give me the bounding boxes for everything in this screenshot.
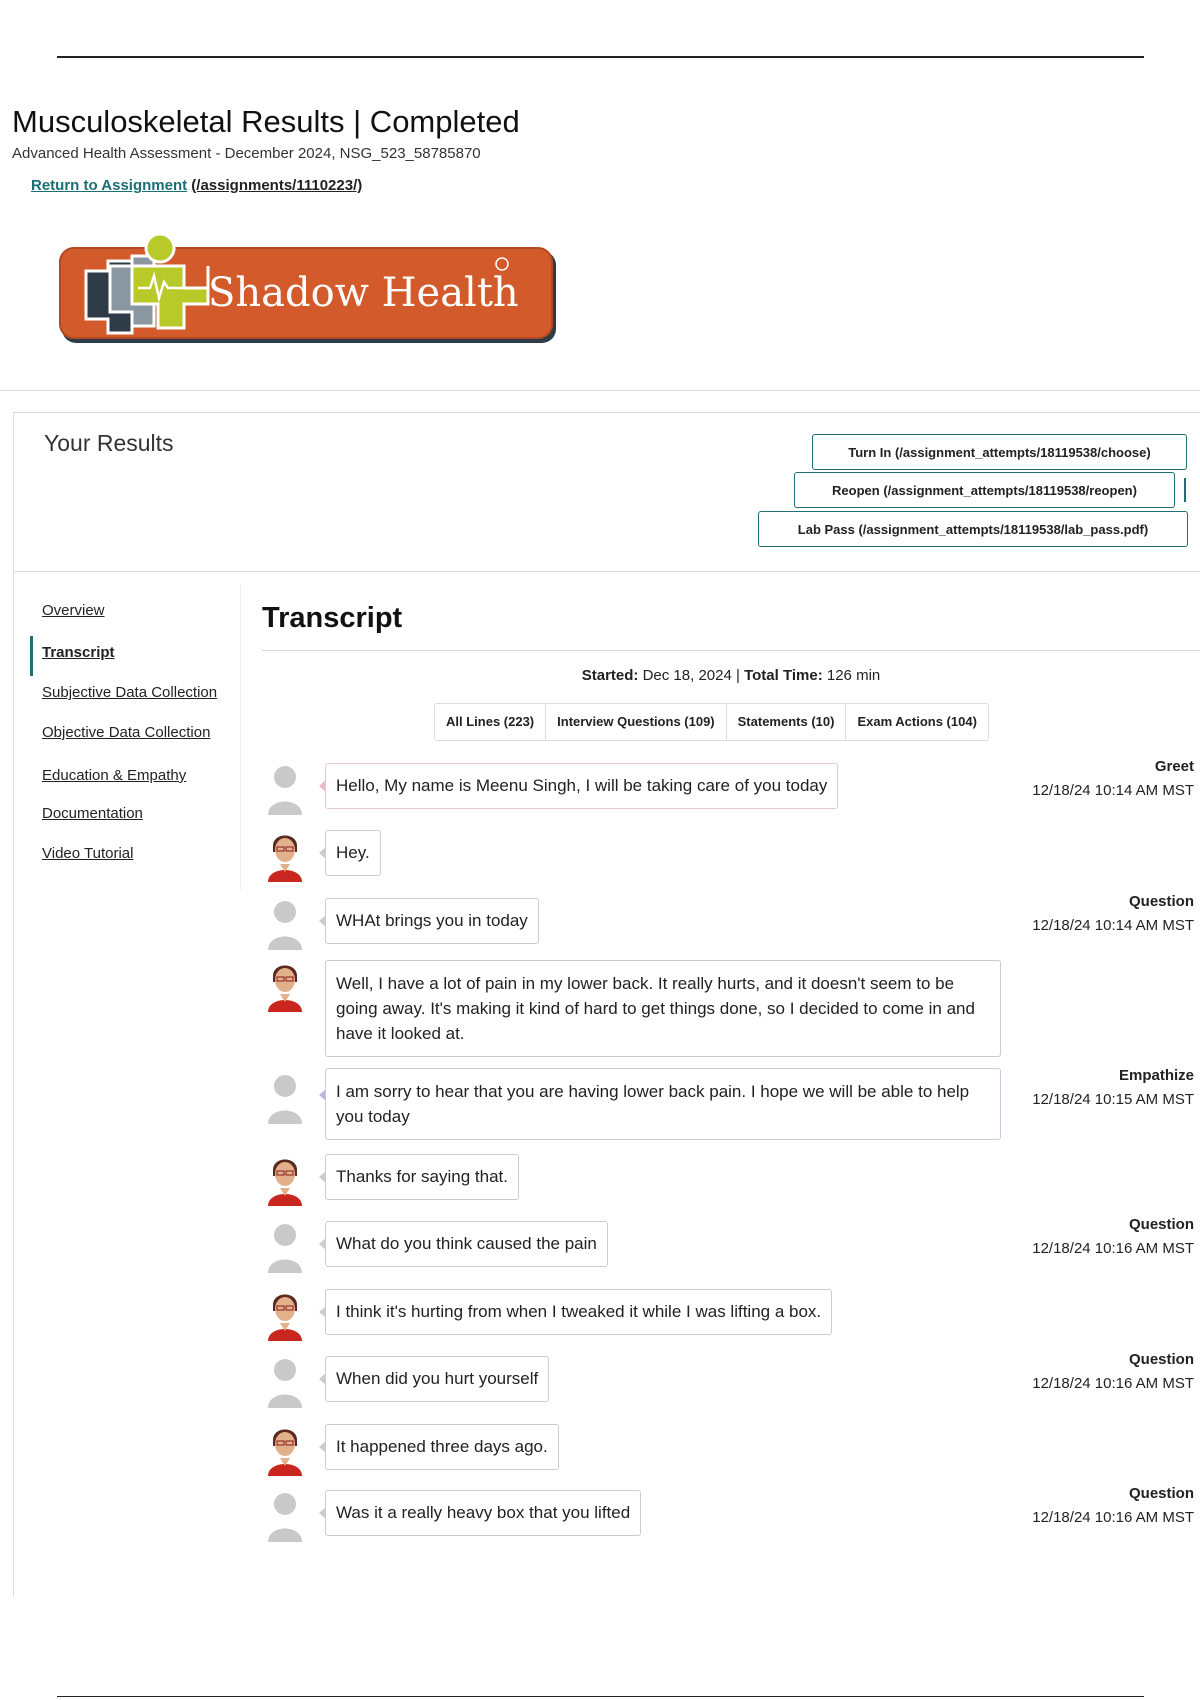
message-type: Empathize	[1118, 1067, 1194, 1084]
student-avatar-icon	[265, 1356, 305, 1408]
results-title: Your Results	[44, 430, 174, 456]
started-label: Started:	[581, 667, 639, 684]
filter-exam-actions[interactable]: Exam Actions (104)	[857, 714, 977, 729]
message-meta	[1032, 1348, 1194, 1396]
sidebar-item-subjective-data[interactable]: Subjective Data Collection	[42, 684, 218, 701]
message-bubble: It happened three days ago.	[325, 1424, 559, 1470]
message-bubble: Was it a really heavy box that you lifted	[325, 1490, 641, 1536]
sidebar-item-education-empathy[interactable]: Education & Empathy	[42, 767, 187, 784]
sidebar-item-documentation[interactable]: Documentation	[42, 805, 143, 822]
message-bubble: WHAt brings you in today	[325, 898, 539, 944]
message-type: Question	[1128, 1351, 1194, 1368]
page-subtitle: Advanced Health Assessment - December 2024, NSG_523_58785870	[12, 145, 481, 162]
message-bubble: When did you hurt yourself	[325, 1356, 549, 1402]
sidebar-item-overview[interactable]: Overview	[42, 602, 105, 619]
header-divider	[0, 390, 1200, 391]
message-time: 12/18/24 10:16 AM MST	[1032, 1375, 1194, 1392]
message-time: 12/18/24 10:16 AM MST	[1032, 1509, 1194, 1526]
sidebar-border	[13, 570, 14, 1597]
message-bubble: Well, I have a lot of pain in my lower back. It really hurts, and it doesn't seem to be going away. It's making it kind of hard to get things done, so I decided to come in and have it looked at.	[325, 960, 1001, 1057]
nav-active-indicator	[30, 636, 33, 676]
message-bubble: Hey.	[325, 830, 381, 876]
turn-in-button[interactable]: Turn In (/assignment_attempts/18119538/choose)	[812, 434, 1187, 470]
message-bubble: Hello, My name is Meenu Singh, I will be taking care of you today	[325, 763, 838, 809]
logo-text: Shadow Health	[208, 270, 519, 316]
message-type: Question	[1128, 893, 1194, 910]
message-type: Question	[1128, 1216, 1194, 1233]
patient-avatar-icon	[265, 960, 305, 1012]
shadow-health-logo	[58, 226, 558, 361]
total-time-value: 126 min	[826, 667, 881, 684]
message-meta	[1032, 755, 1194, 803]
message-bubble: Thanks for saying that.	[325, 1154, 519, 1200]
message-bubble: I am sorry to hear that you are having lower back pain. I hope we will be able to help you today	[325, 1068, 1001, 1140]
message-time: 12/18/24 10:14 AM MST	[1032, 782, 1194, 799]
patient-avatar-icon	[265, 830, 305, 882]
patient-avatar-icon	[265, 1424, 305, 1476]
return-to-assignment-path: (/assignments/1110223/)	[191, 177, 363, 194]
filter-interview-questions[interactable]: Interview Questions (109)	[546, 704, 727, 740]
message-type: Question	[1128, 1485, 1194, 1502]
message-meta	[1032, 1482, 1194, 1530]
lab-pass-button[interactable]: Lab Pass (/assignment_attempts/18119538/lab_pass.pdf)	[758, 511, 1188, 547]
student-avatar-icon	[265, 1490, 305, 1542]
transcript-divider	[262, 650, 1200, 651]
top-rule	[57, 56, 1144, 58]
student-avatar-icon	[265, 763, 305, 815]
message-meta	[1032, 1213, 1194, 1261]
message-time: 12/18/24 10:14 AM MST	[1032, 917, 1194, 934]
reopen-button[interactable]: Reopen (/assignment_attempts/18119538/reopen)	[794, 472, 1175, 508]
transcript-filters	[434, 703, 989, 741]
bottom-rule	[57, 1696, 1144, 1697]
page-title: Musculoskeletal Results | Completed	[12, 104, 520, 139]
filter-all-lines[interactable]: All Lines (223)	[435, 704, 546, 740]
message-meta	[1032, 1064, 1194, 1112]
sidebar-item-objective-data[interactable]: Objective Data Collection	[42, 724, 211, 741]
session-info	[262, 667, 1200, 684]
message-meta	[1032, 890, 1194, 938]
filter-statements[interactable]: Statements (10)	[727, 704, 847, 740]
student-avatar-icon	[265, 898, 305, 950]
nav-divider	[240, 585, 241, 890]
sidebar-item-video-tutorial[interactable]: Video Tutorial	[42, 845, 134, 862]
message-time: 12/18/24 10:16 AM MST	[1032, 1240, 1194, 1257]
transcript-title: Transcript	[262, 602, 403, 634]
patient-avatar-icon	[265, 1154, 305, 1206]
message-bubble: I think it's hurting from when I tweaked it while I was lifting a box.	[325, 1289, 832, 1335]
message-time: 12/18/24 10:15 AM MST	[1032, 1091, 1194, 1108]
info-separator: |	[736, 667, 740, 684]
started-value: Dec 18, 2024	[642, 667, 732, 684]
total-time-label: Total Time:	[744, 667, 823, 684]
message-type: Greet	[1154, 758, 1194, 775]
return-to-assignment-link[interactable]: Return to Assignment	[31, 177, 188, 194]
student-avatar-icon	[265, 1221, 305, 1273]
reopen-accent	[1184, 478, 1186, 502]
student-avatar-icon	[265, 1072, 305, 1124]
message-bubble: What do you think caused the pain	[325, 1221, 608, 1267]
patient-avatar-icon	[265, 1289, 305, 1341]
sidebar-item-transcript[interactable]: Transcript	[42, 644, 115, 661]
return-to-assignment	[31, 177, 362, 194]
